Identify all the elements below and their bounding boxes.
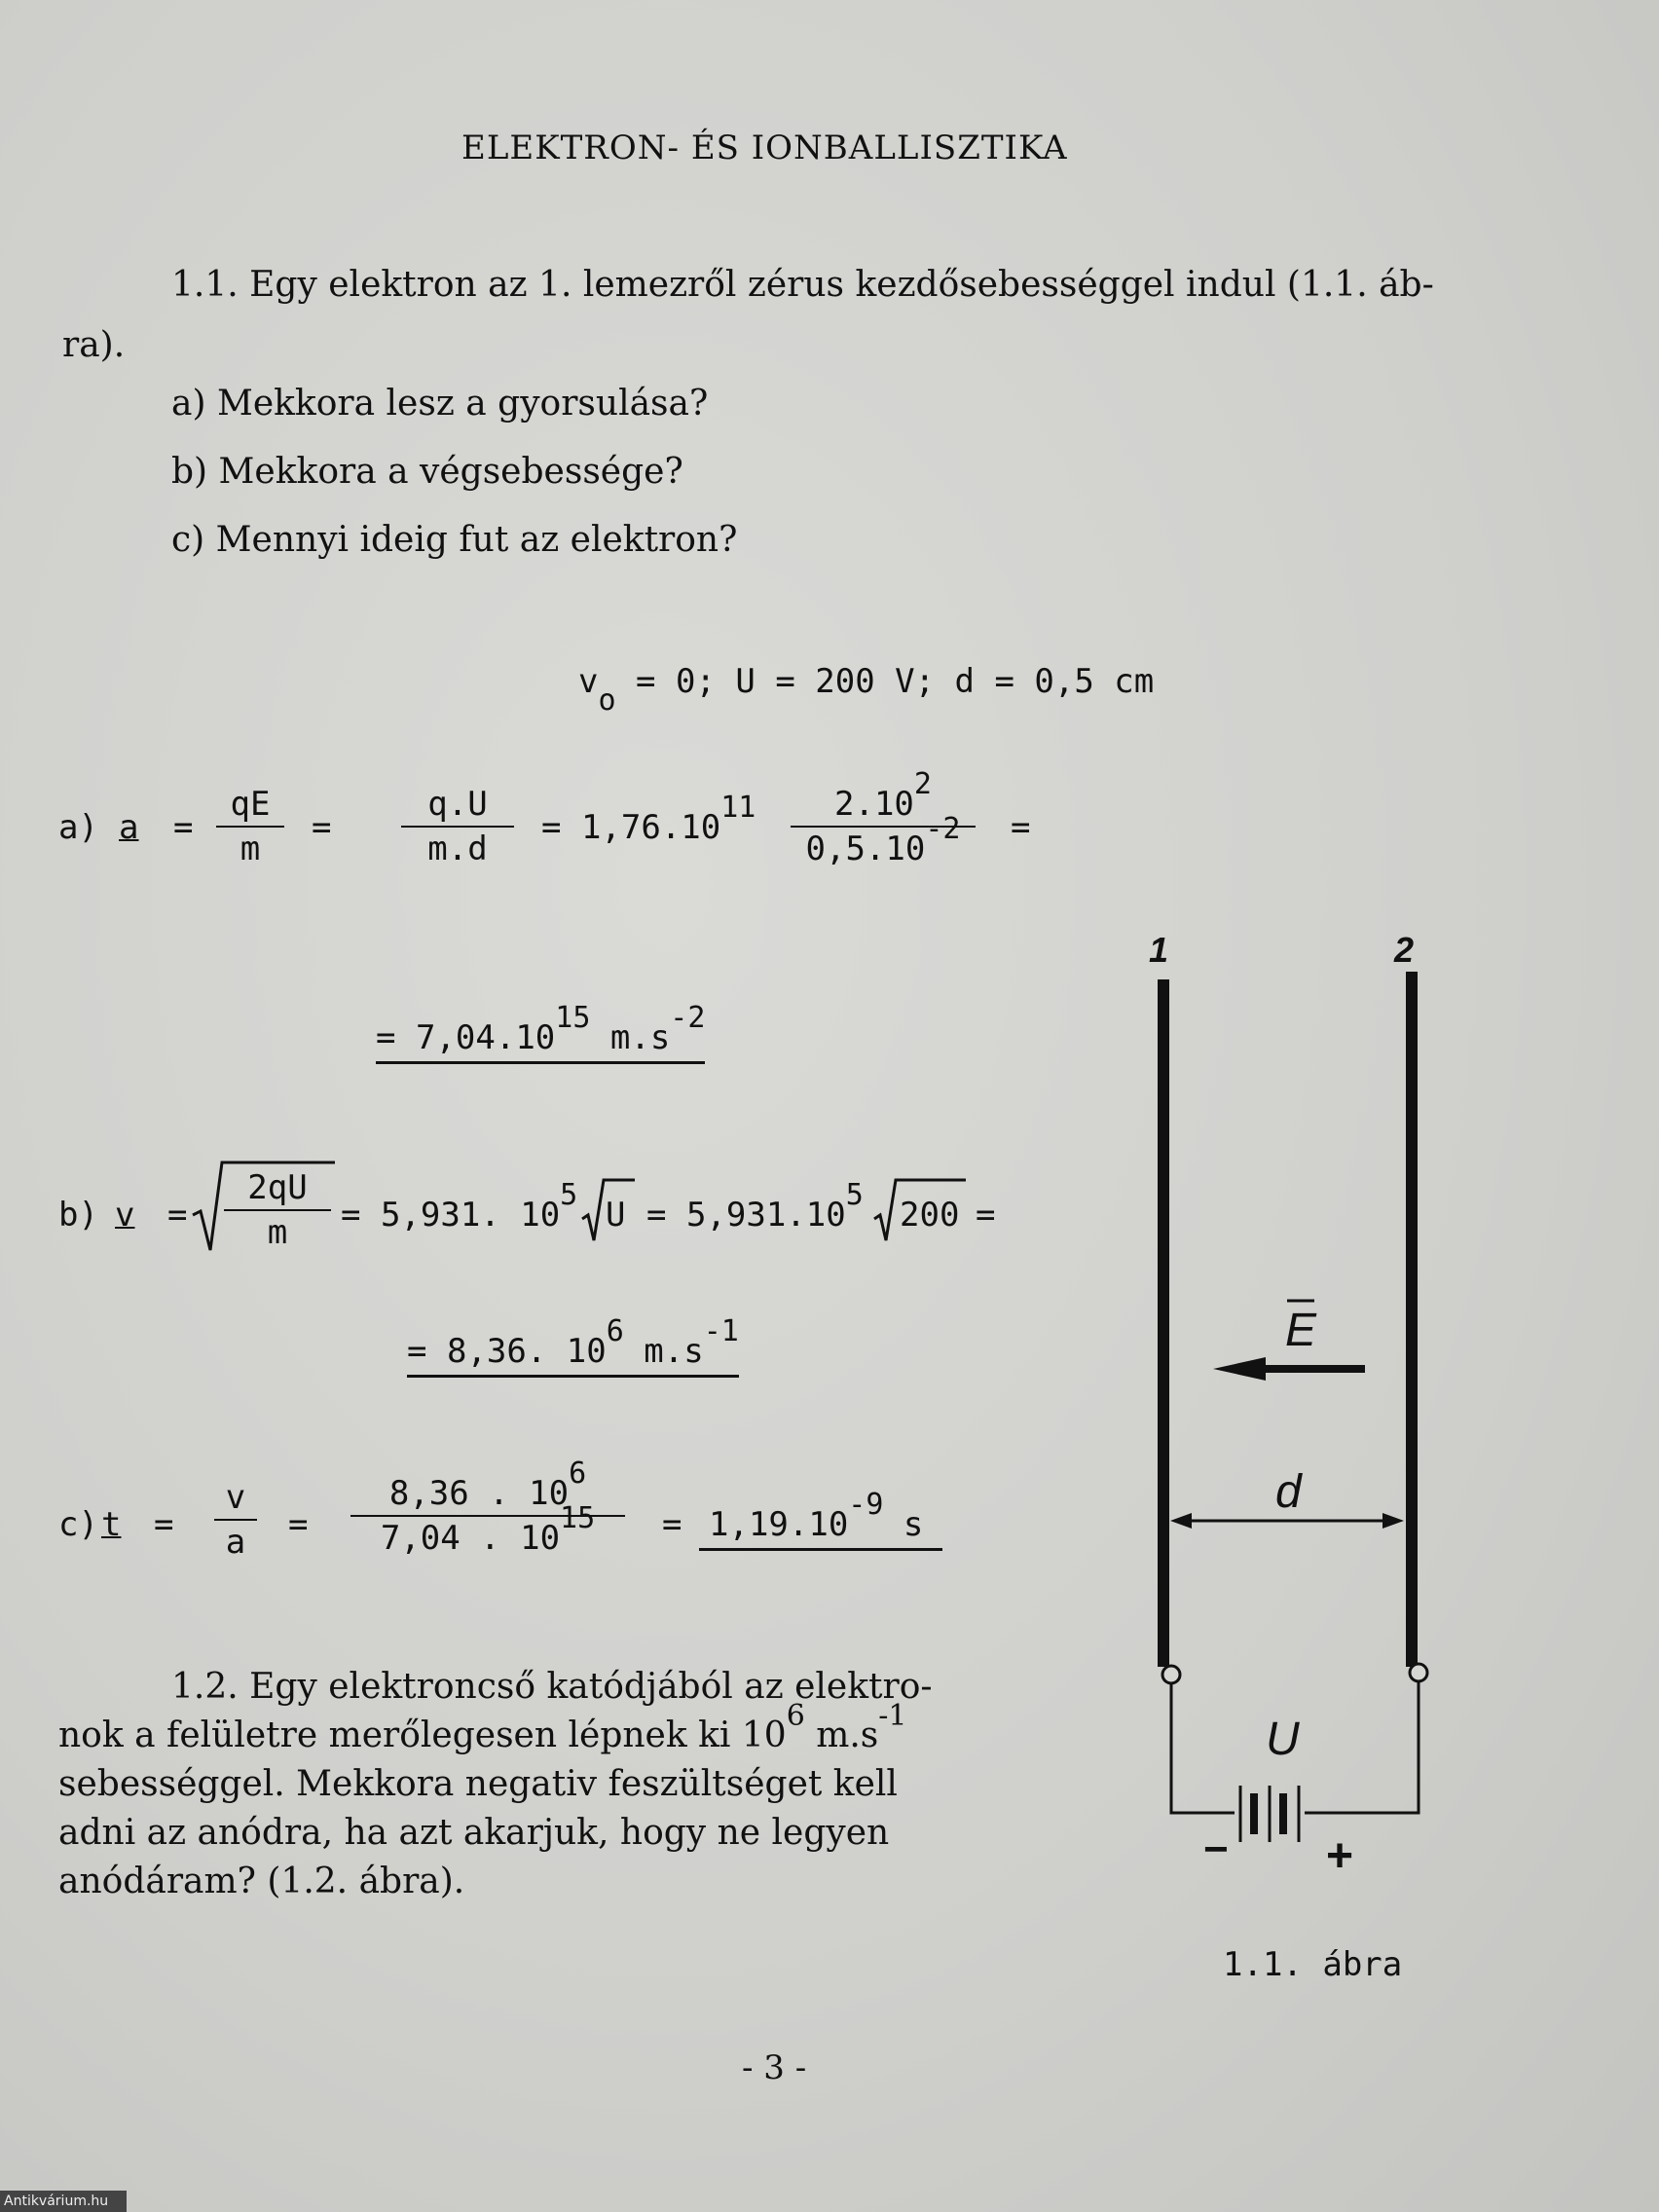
solution-b-eq2: = 5,931. 105 xyxy=(341,1178,578,1235)
battery-minus: − xyxy=(1203,1825,1229,1873)
battery-plus: + xyxy=(1326,1830,1354,1882)
solution-c-eq1: = xyxy=(154,1505,174,1544)
distance-arrow-right xyxy=(1382,1513,1404,1529)
solution-b-eq4: = xyxy=(976,1196,996,1235)
wire-right xyxy=(1305,1681,1419,1813)
solution-a-fraction-3: 2.102 0,5.10-2 xyxy=(791,785,976,868)
problem-2-line3: sebességgel. Mekkora negativ feszültséget kell xyxy=(58,1764,898,1804)
given-values: vo = 0; U = 200 V; d = 0,5 cm xyxy=(578,662,1155,718)
field-arrow-head xyxy=(1213,1357,1266,1381)
plate-2-label: 2 xyxy=(1394,930,1415,970)
solution-b-var: v xyxy=(115,1196,135,1235)
figure-capacitor-diagram xyxy=(1110,915,1499,1889)
distance-arrow-left xyxy=(1170,1513,1192,1529)
plate-1-label: 1 xyxy=(1149,930,1169,970)
question-c: c) Mennyi ideig fut az elektron? xyxy=(171,520,738,560)
solution-a-eq2: = xyxy=(312,808,332,847)
solution-c-eq2: = xyxy=(288,1505,309,1544)
solution-c-result: 1,19.10-9 s xyxy=(699,1505,942,1551)
wire-left xyxy=(1171,1683,1227,1813)
solution-b-eq3: = 5,931.105 xyxy=(646,1178,864,1235)
terminal-1 xyxy=(1162,1666,1180,1683)
solution-c-fraction-2: 8,36 . 106 7,04 . 1015 xyxy=(350,1474,625,1558)
problem-1-intro-line1: 1.1. Egy elektron az 1. lemezről zérus kezdősebességgel indul (1.1. áb- xyxy=(171,265,1434,305)
solution-c-label: c) xyxy=(58,1505,98,1544)
problem-1-intro-line2: ra). xyxy=(62,325,126,365)
question-b: b) Mekkora a végsebessége? xyxy=(171,452,683,492)
solution-b-result: = 8,36. 106 m.s-1 xyxy=(407,1332,739,1378)
solution-b-label: b) xyxy=(58,1196,98,1235)
solution-a-var: a xyxy=(119,808,139,847)
solution-a-fraction-1: qE m xyxy=(216,785,284,868)
problem-2-line5: anódáram? (1.2. ábra). xyxy=(58,1862,465,1901)
solution-c-eq3: = xyxy=(662,1505,682,1544)
problem-2-line1: 1.2. Egy elektroncső katódjából az elektro- xyxy=(171,1667,933,1707)
solution-b-eq1: = xyxy=(167,1196,188,1235)
solution-b-sqrt-200: 200 xyxy=(900,1196,960,1235)
solution-b-fraction: 2qU m xyxy=(224,1168,331,1252)
page-heading: ELEKTRON- ÉS IONBALLISZTIKA xyxy=(461,129,1068,167)
solution-a-fraction-2: q.U m.d xyxy=(401,785,514,868)
problem-2-line2: nok a felületre merőlegesen lépnek ki $10^6$ $m.s^{-1}$ xyxy=(58,1699,907,1755)
distance-label: d xyxy=(1275,1466,1302,1518)
solution-b-sqrt-u: U xyxy=(606,1196,626,1235)
solution-a-eq4: = xyxy=(1011,808,1031,847)
solution-a-label: a) xyxy=(58,808,98,847)
solution-c-var: t xyxy=(101,1505,122,1544)
solution-c-fraction-1: v a xyxy=(214,1478,257,1562)
problem-2-line4: adni az anódra, ha azt akarjuk, hogy ne legyen xyxy=(58,1813,890,1853)
figure-caption: 1.1. ábra xyxy=(1223,1945,1403,1984)
watermark-label: Antikvárium.hu xyxy=(0,2191,127,2212)
terminal-2 xyxy=(1410,1664,1427,1681)
solution-a-eq3: = 1,76.1011 xyxy=(541,791,756,847)
voltage-label: U xyxy=(1266,1714,1300,1765)
question-a: a) Mekkora lesz a gyorsulása? xyxy=(171,384,709,424)
field-label: E xyxy=(1285,1305,1317,1356)
page-number: - 3 - xyxy=(742,2048,807,2087)
solution-a-result: = 7,04.1015 m.s-2 xyxy=(376,1018,705,1064)
solution-a-eq1: = xyxy=(173,808,194,847)
